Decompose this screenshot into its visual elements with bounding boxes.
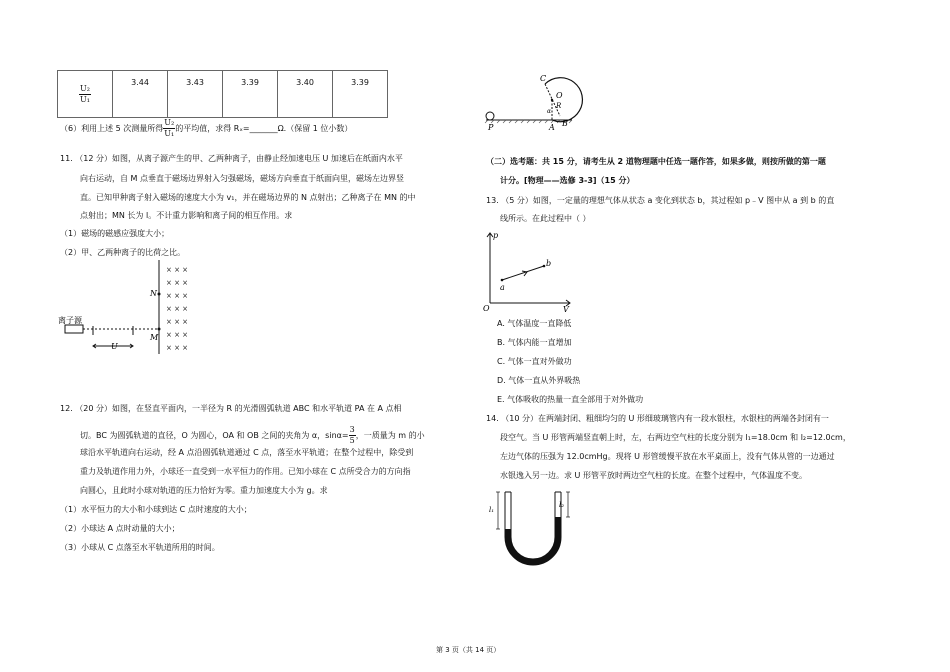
- table-cell: 3.44: [113, 71, 168, 118]
- q13-option-d: D. 气体一直从外界吸热: [497, 376, 581, 385]
- svg-text:× × ×: × × ×: [166, 266, 189, 274]
- ball: [486, 112, 494, 120]
- section-header-line-1: （二）选考题：共 15 分，请考生从 2 道物理题中任选一题作答，如果多做，则按所做的第一题: [486, 157, 826, 166]
- process-line: [502, 266, 544, 280]
- field-x-marks: [166, 266, 188, 352]
- label-m: M: [150, 333, 159, 342]
- q11-sub-2: （2）甲、乙两种离子的比荷之比。: [60, 248, 186, 257]
- ion-source-label: 离子源: [58, 316, 82, 325]
- svg-text:× × ×: × × ×: [166, 318, 189, 326]
- label-alpha: α: [547, 108, 552, 115]
- label-r: R: [556, 102, 562, 110]
- label-u: U: [111, 342, 118, 351]
- center-o: [551, 99, 553, 101]
- label-o: O: [556, 91, 563, 100]
- label-n: N: [150, 289, 157, 298]
- label-origin: O: [483, 304, 490, 313]
- q12-line-2-post: ，一质量为 m 的小: [355, 431, 425, 440]
- sin-den: 5: [349, 436, 355, 445]
- q6-fraction: [163, 118, 175, 139]
- point-n: [158, 293, 161, 296]
- point-b: [543, 265, 546, 268]
- q6-pre: （6）利用上述 5 次测量所得: [60, 124, 164, 133]
- q12-track-figure: [482, 70, 592, 140]
- svg-text:× × ×: × × ×: [166, 305, 189, 313]
- q12-line-4: 重力及轨道作用力外，小球还一直受到一水平恒力的作用。已知小球在 C 点所受合力的方向指: [80, 467, 411, 476]
- page-footer: 第 3 页（共 14 页）: [436, 646, 501, 654]
- label-p: p: [493, 231, 499, 240]
- q13-line-2: 线所示。在此过程中（ ）: [500, 214, 591, 223]
- q12-line-2: [80, 425, 425, 446]
- label-l1: l₁: [489, 506, 495, 514]
- svg-text:× × ×: × × ×: [166, 292, 189, 300]
- label-p: P: [488, 123, 494, 132]
- sin-num: 3: [349, 425, 355, 434]
- q12-line-5: 向圆心，且此时小球对轨道的压力恰好为零。重力加速度大小为 g。求: [80, 486, 328, 495]
- table-cell: 3.39: [333, 71, 388, 118]
- svg-text:× × ×: × × ×: [166, 279, 189, 287]
- q13-option-a: A. 气体温度一直降低: [497, 319, 572, 328]
- q13-option-e: E. 气体吸收的热量一直全部用于对外做功: [497, 395, 644, 404]
- row-label-numerator: U₂: [80, 83, 90, 93]
- q12-line-1: 12. （20 分）如图，在竖直平面内，一半径为 R 的光滑圆弧轨道 ABC 和水平轨道 PA 在 A 点相: [60, 404, 402, 413]
- q14-line-3: 左边气体的压强为 12.0cmHg。现将 U 形管缓慢平放在水平桌面上，没有气体从管的一边通过: [500, 452, 835, 461]
- q11-line-3: 直。已知甲种离子射入磁场的速度大小为 v₁，并在磁场边界的 N 点射出；乙种离子在 MN 的中: [80, 193, 416, 202]
- q11-line-1: 11. （12 分）如图，从离子源产生的甲、乙两种离子，由静止经加速电压 U 加速后在纸面内水平: [60, 154, 403, 163]
- q13-option-b: B. 气体内能一直增加: [497, 338, 572, 347]
- svg-text:× × ×: × × ×: [166, 344, 189, 352]
- label-v: V: [563, 305, 569, 313]
- q14-line-1: 14. （10 分）在两端封闭、粗细均匀的 U 形细玻璃管内有一段水银柱，水银柱的两端各封闭有一: [486, 414, 829, 423]
- label-a: a: [500, 283, 505, 292]
- q6-post: 的平均值，求得 Rₓ=_______Ω.（保留 1 位小数）: [175, 124, 353, 133]
- svg-text:× × ×: × × ×: [166, 331, 189, 339]
- circular-arc: [545, 78, 582, 122]
- q12-line-3: 球沿水平轨道向右运动，经 A 点沿圆弧轨道通过 C 点，落至水平轨道；在整个过程中，除受到: [80, 448, 414, 457]
- table-row: [58, 71, 388, 118]
- section-header-line-2: 计分。[物理——选修 3-3]（15 分）: [500, 176, 635, 185]
- q14-u-tube-figure: [488, 487, 578, 579]
- q11-magnetic-field-figure: [55, 258, 215, 358]
- q6-text: [60, 118, 352, 139]
- q6-frac-den: U₁: [164, 129, 175, 138]
- table-cell: 3.43: [168, 71, 223, 118]
- q11-sub-1: （1）磁场的磁感应强度大小；: [60, 229, 170, 238]
- q11-line-2: 向右运动，自 M 点垂直于磁场边界射入匀强磁场，磁场方向垂直于纸面向里，磁场左边界竖: [80, 174, 404, 183]
- q13-line-1: 13. （5 分）如图，一定量的理想气体从状态 a 变化到状态 b，其过程如 p﹣V 图中从 a 到 b 的直: [486, 196, 835, 205]
- point-a: [501, 279, 504, 282]
- q14-line-4: 水银逸入另一边。求 U 形管平放时两边空气柱的长度。在整个过程中，气体温度不变。: [500, 471, 807, 480]
- label-a: A: [549, 123, 555, 132]
- sin-alpha-fraction: [349, 425, 356, 446]
- q6-frac-num: U₂: [164, 118, 175, 127]
- q12-sub-2: （2）小球达 A 点时动量的大小；: [60, 524, 180, 533]
- table-row-label: [58, 71, 113, 118]
- q13-option-c: C. 气体一直对外做功: [497, 357, 572, 366]
- ion-source-box: [65, 325, 83, 333]
- point-m: [158, 328, 161, 331]
- label-c: C: [540, 74, 547, 83]
- table-cell: 3.40: [278, 71, 333, 118]
- tube-inner: [511, 492, 555, 559]
- label-b: B: [562, 119, 568, 128]
- row-label-denominator: U₁: [80, 94, 90, 104]
- label-b: b: [546, 259, 552, 268]
- measurement-table: [57, 70, 388, 118]
- q12-sub-1: （1）水平恒力的大小和小球到达 C 点时速度的大小；: [60, 505, 252, 514]
- label-l2: l₂: [559, 501, 565, 509]
- mercury-column: [505, 517, 561, 565]
- q14-line-2: 段空气。当 U 形管两端竖直朝上时，左，右两边空气柱的长度分别为 l₁=18.0cm 和 l₂=12.0cm，: [500, 433, 851, 442]
- q12-sub-3: （3）小球从 C 点落至水平轨道所用的时间。: [60, 543, 220, 552]
- q11-line-4: 点射出；MN 长为 l。不计重力影响和离子间的相互作用。求: [80, 211, 293, 220]
- table-cell: 3.39: [223, 71, 278, 118]
- q13-pv-graph: [480, 228, 575, 313]
- q12-line-2-pre: 切。BC 为圆弧轨道的直径，O 为圆心，OA 和 OB 之间的夹角为 α，sinα=: [80, 431, 349, 440]
